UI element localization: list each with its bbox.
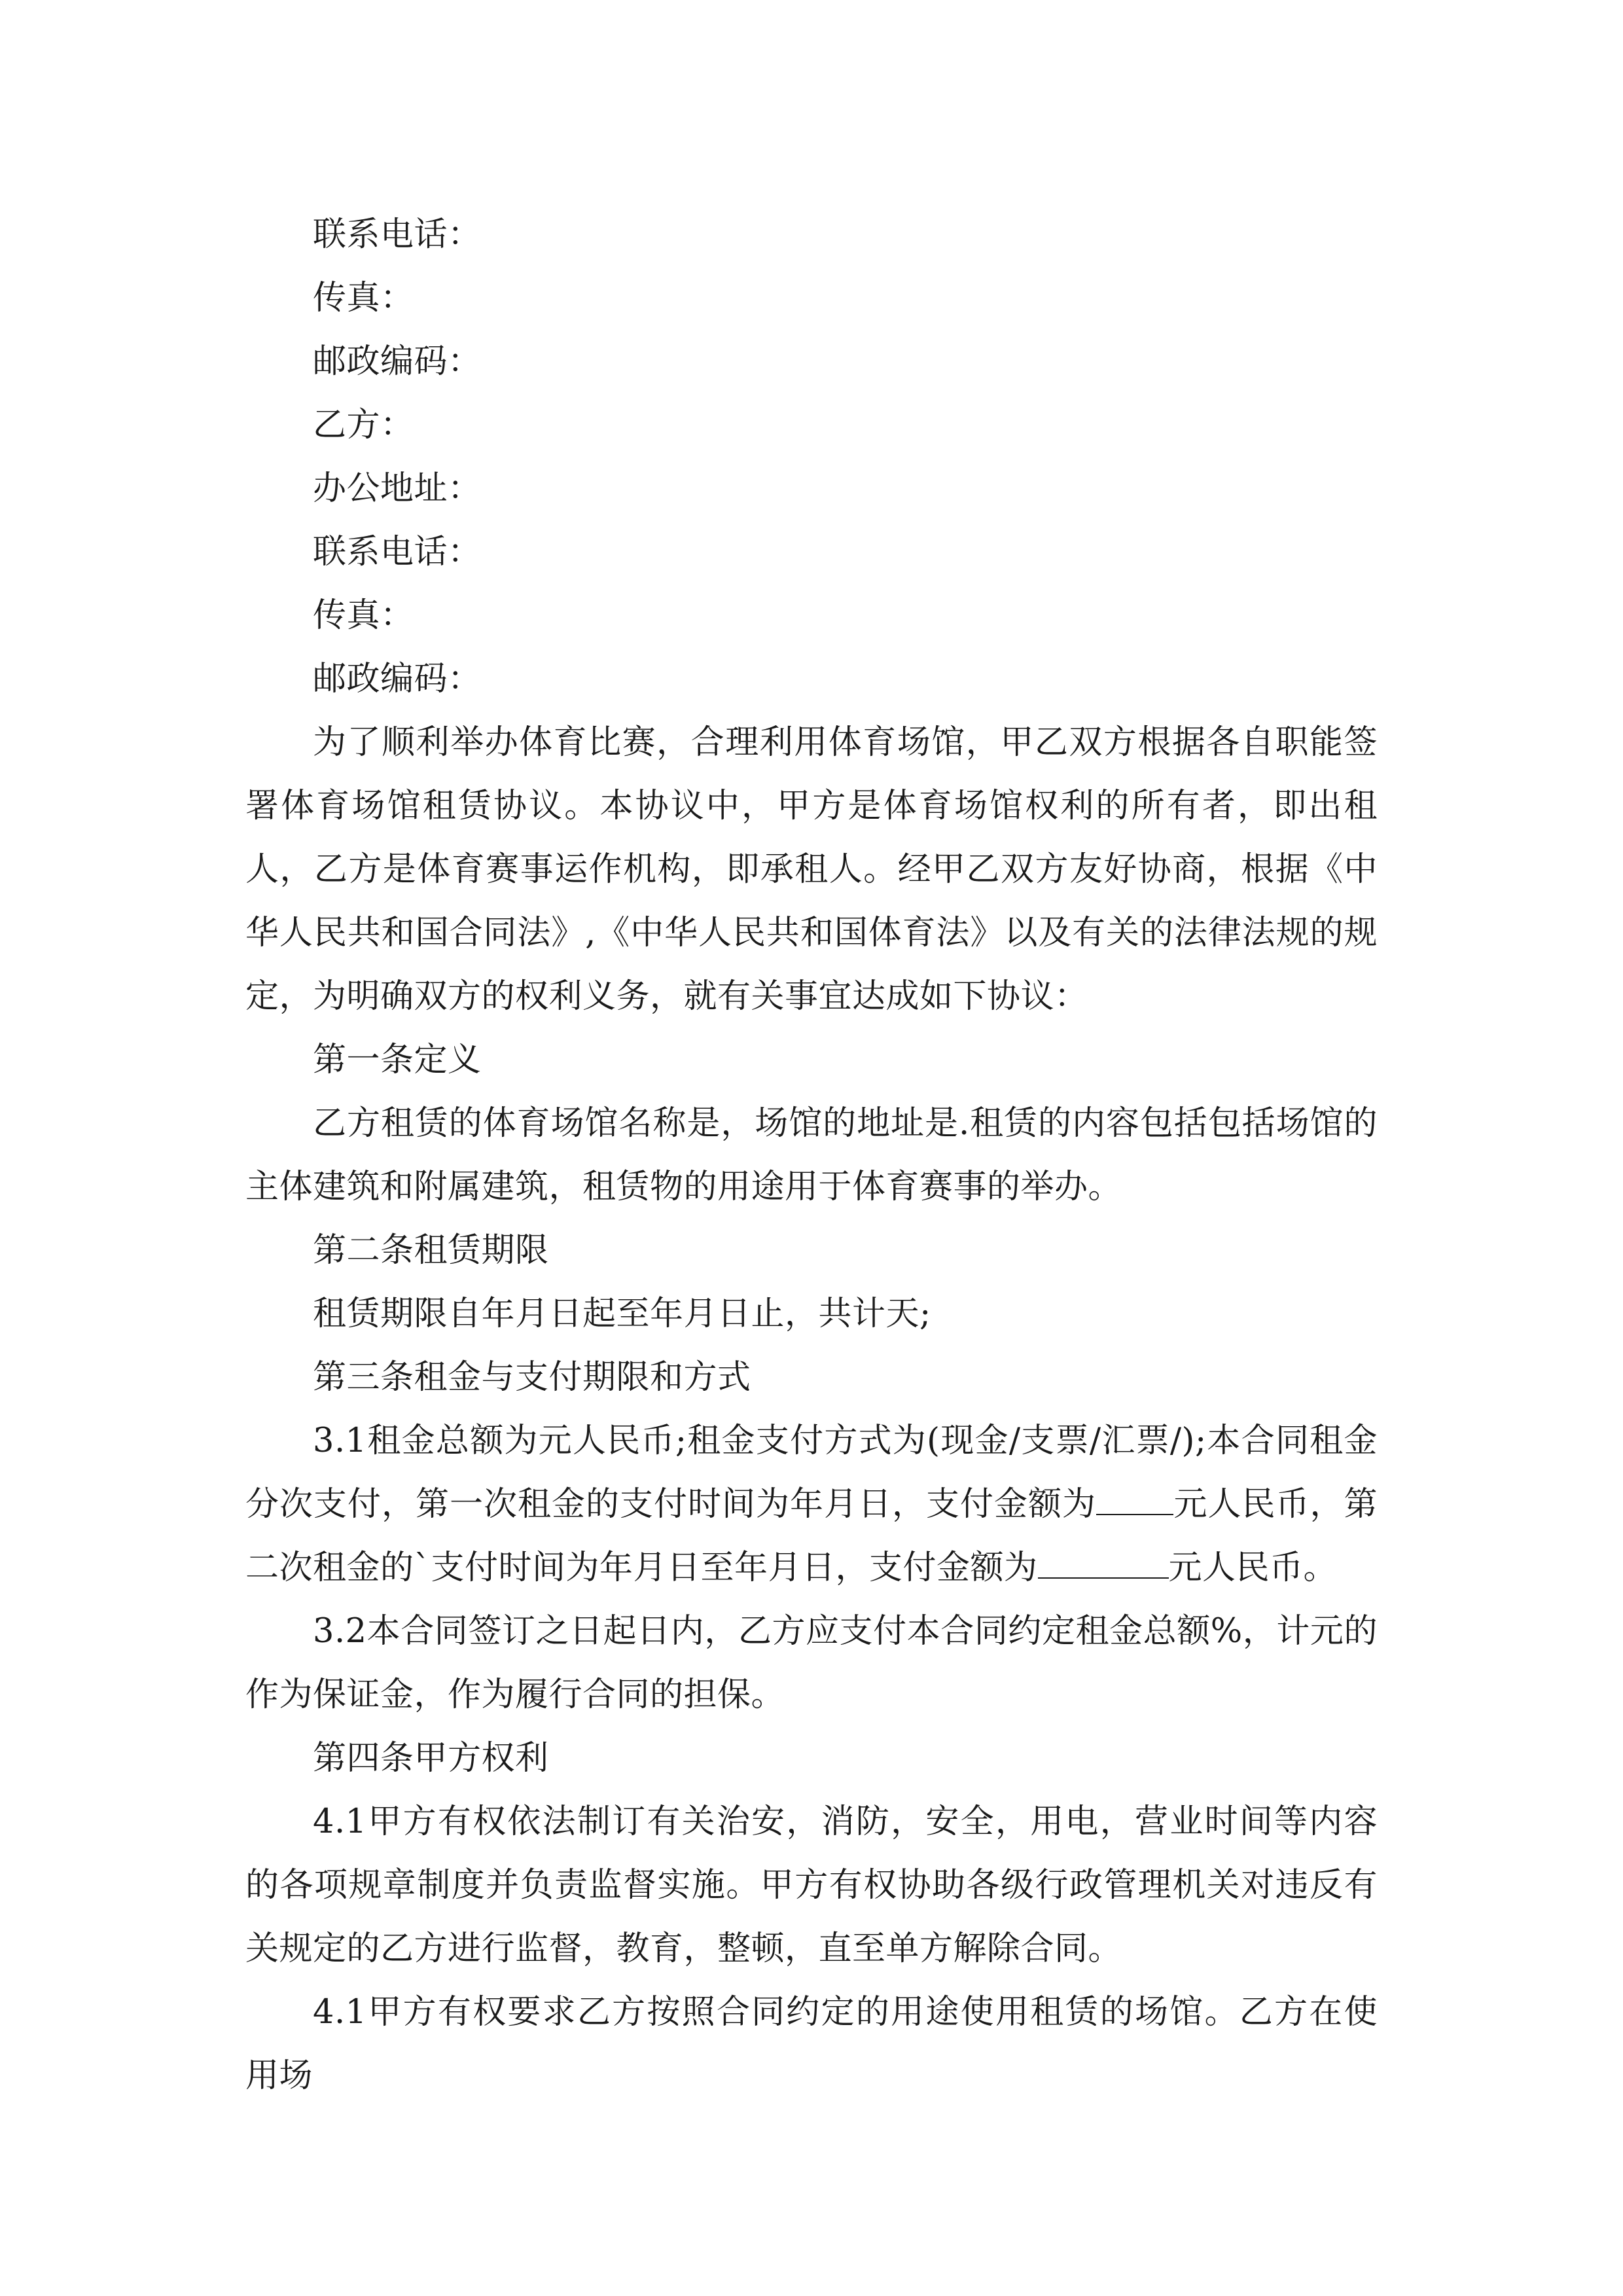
article-4-heading: 第四条甲方权利 bbox=[313, 1739, 549, 1778]
second-payment-blank bbox=[1038, 1543, 1169, 1579]
article-2-heading: 第二条租赁期限 bbox=[313, 1231, 549, 1270]
clause-4-1b: 4.1甲方有权要求乙方按照合同约定的用途使用租赁的场馆。乙方在使用场 bbox=[245, 1993, 1378, 2095]
first-payment-blank bbox=[1096, 1480, 1173, 1515]
preamble-paragraph: 为了顺利举办体育比赛，合理利用体育场馆，甲乙双方根据各自职能签署体育场馆租赁协议。本协议中，甲方是体育场馆权利的所有者，即出租人，乙方是体育赛事运作机构，即承租人。经甲乙双方友好协商，根据《中华人民共和国合同法》,《中华人民共和国体育法》以及有关的法律法规的规定，为明确双方的权利义务，就有关事宜达成如下协议： bbox=[245, 723, 1378, 1016]
clause-3-1-text-2: 元人民币，第二次租金的`支付时间为年月日至年月日，支付金额为 bbox=[245, 1485, 1378, 1587]
article-3-heading: 第三条租金与支付期限和方式 bbox=[313, 1358, 751, 1397]
clause-3-1-text-3: 元人民币。 bbox=[1168, 1549, 1338, 1587]
party-b-name-label: 乙方： bbox=[313, 406, 414, 444]
clause-4-1a: 4.1甲方有权依法制订有关治安，消防，安全，用电，营业时间等内容的各项规章制度并负责监督实施。甲方有权协助各级行政管理机关对违反有关规定的乙方进行监督，教育，整顿，直至单方解除合同。 bbox=[245, 1803, 1378, 1968]
party-a-postcode-label: 邮政编码： bbox=[313, 342, 482, 381]
clause-3-1 bbox=[245, 1409, 1378, 1600]
contract-body bbox=[245, 203, 1378, 2108]
party-b-fax-label: 传真： bbox=[313, 596, 414, 635]
article-1-heading: 第一条定义 bbox=[313, 1041, 482, 1079]
article-2-body: 租赁期限自年月日起至年月日止，共计天; bbox=[313, 1295, 931, 1333]
party-b-postcode-label: 邮政编码： bbox=[313, 660, 482, 698]
clause-3-2: 3.2本合同签订之日起日内，乙方应支付本合同约定租金总额%，计元的作为保证金，作为履行合同的担保。 bbox=[245, 1612, 1378, 1714]
party-b-address-label: 办公地址： bbox=[313, 469, 482, 508]
party-a-fax-label: 传真： bbox=[313, 279, 414, 317]
party-a-phone-label: 联系电话： bbox=[313, 215, 482, 254]
clause-3-1-text-1: 3.1租金总额为元人民币;租金支付方式为(现金/支票/汇票/);本合同租金分次支付，第一次租金的支付时间为年月日，支付金额为 bbox=[245, 1422, 1378, 1524]
party-b-phone-label: 联系电话： bbox=[313, 533, 482, 571]
article-1-body: 乙方租赁的体育场馆名称是，场馆的地址是.租赁的内容包括包括场馆的主体建筑和附属建筑，租赁物的用途用于体育赛事的举办。 bbox=[245, 1104, 1378, 1206]
